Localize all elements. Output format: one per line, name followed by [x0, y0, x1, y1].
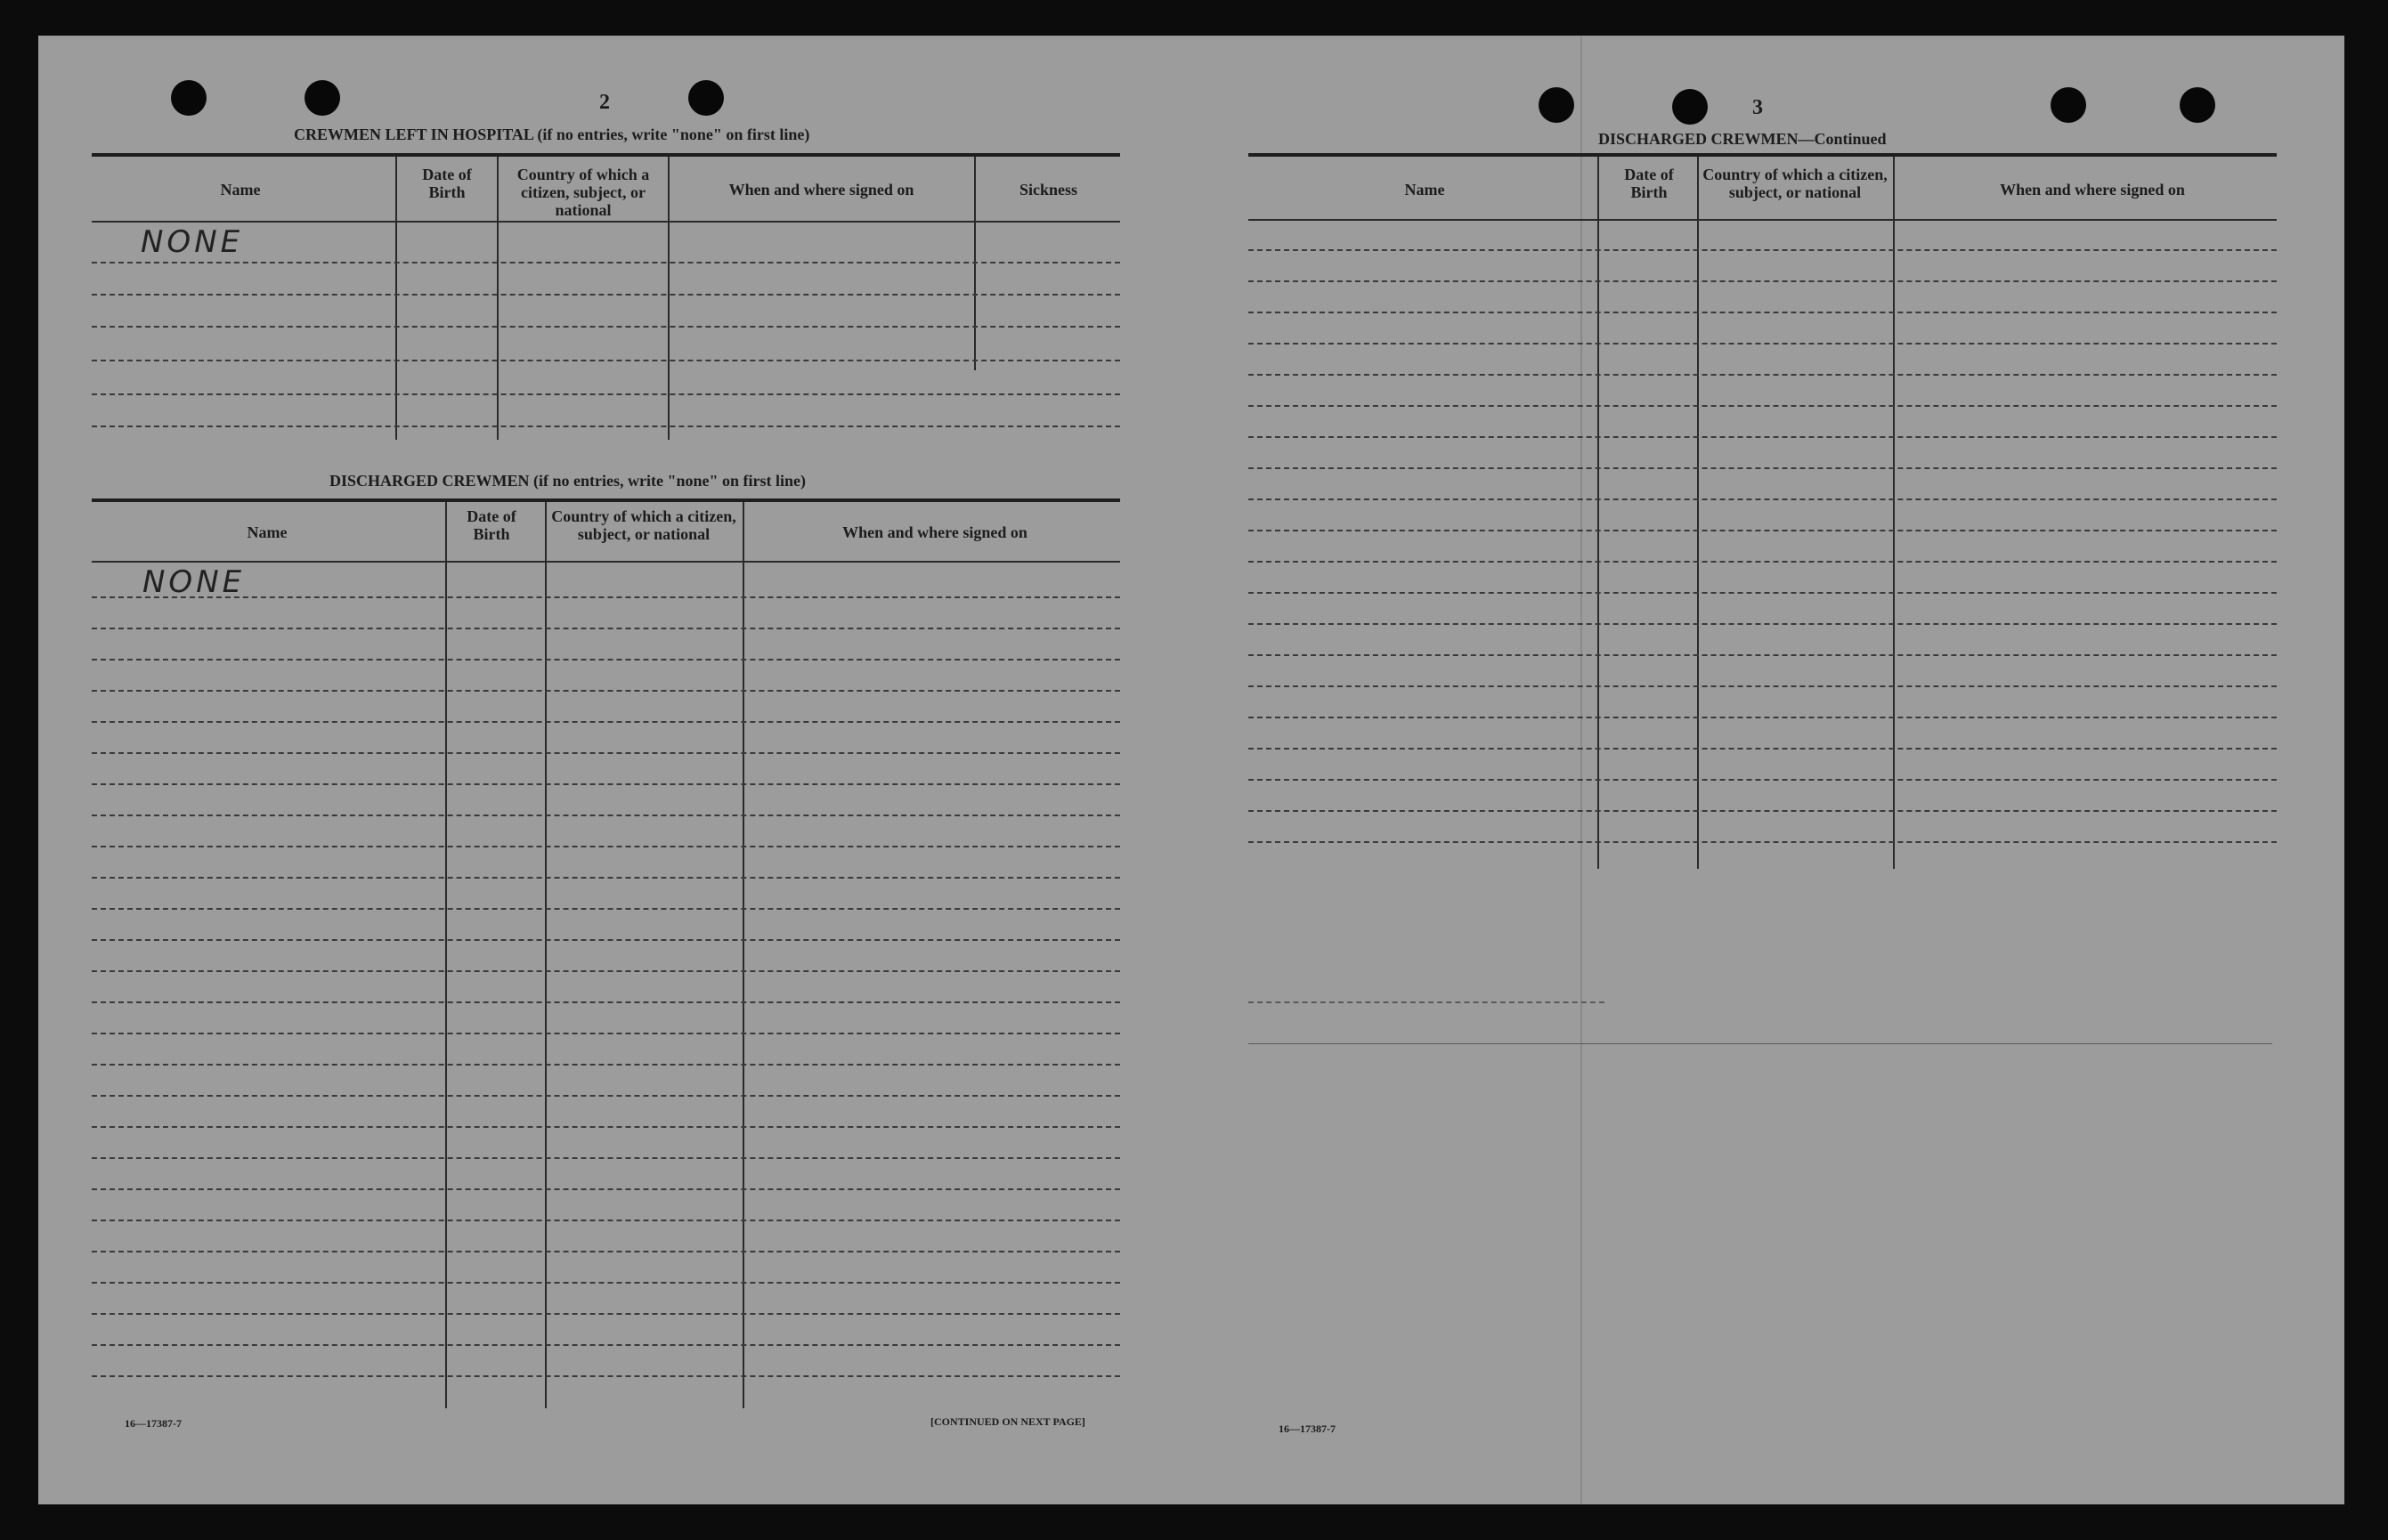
blank-row [1248, 530, 2277, 531]
column-rule [1697, 157, 1699, 869]
column-rule [445, 502, 447, 1408]
form-sheet [38, 36, 2344, 1504]
blank-row [1248, 467, 2277, 469]
blank-row [92, 690, 1120, 692]
col-header-country: Country of which a citizen, subject, or national [551, 507, 736, 543]
punch-hole [1539, 87, 1574, 123]
column-rule [497, 157, 499, 440]
blank-row [92, 1188, 1120, 1190]
blank-row [92, 596, 1120, 598]
blank-row [92, 815, 1120, 816]
blank-row [92, 1157, 1120, 1159]
discharged-entry-none: NONE [142, 564, 246, 600]
blank-row [92, 1282, 1120, 1284]
col-header-name: Name [247, 523, 288, 541]
page-number-right: 3 [1752, 96, 1763, 119]
blank-row [92, 1251, 1120, 1252]
form-number-right: 16—17387-7 [1279, 1422, 1336, 1435]
blank-row [1248, 405, 2277, 407]
blank-row [92, 360, 1120, 361]
blank-row [1248, 717, 2277, 718]
blank-row [92, 970, 1120, 972]
col-header-sickness: Sickness [1019, 181, 1078, 199]
table-rule [92, 153, 1120, 157]
blank-row [92, 846, 1120, 847]
punch-hole [171, 80, 207, 116]
blank-row [92, 1126, 1120, 1128]
column-rule [545, 502, 547, 1408]
blank-row [92, 426, 1120, 427]
blank-row [92, 939, 1120, 941]
table-rule [92, 498, 1120, 502]
blank-row [1248, 779, 2277, 781]
blank-row [92, 628, 1120, 629]
column-rule [1893, 157, 1895, 869]
table-rule [92, 561, 1120, 563]
col-header-name: Name [1404, 181, 1445, 199]
blank-row [1248, 592, 2277, 594]
col-header-date-of-birth: Date of Birth [1624, 166, 1674, 201]
column-rule [974, 157, 976, 370]
table-rule [1248, 219, 2277, 221]
blank-row [1248, 343, 2277, 344]
blank-row [92, 752, 1120, 754]
blank-row [92, 1344, 1120, 1346]
table-rule [92, 221, 1120, 223]
column-rule [743, 502, 744, 1408]
blank-row [92, 1375, 1120, 1377]
punch-hole [305, 80, 340, 116]
blank-row [92, 1033, 1120, 1034]
blank-row [92, 393, 1120, 395]
col-header-signed-on: When and where signed on [728, 181, 914, 199]
blank-row [1248, 436, 2277, 438]
punch-hole [1672, 89, 1708, 125]
col-header-date-of-birth: Date of Birth [422, 166, 472, 201]
blank-row [1248, 685, 2277, 687]
blank-row [1248, 498, 2277, 500]
blank-row [1248, 841, 2277, 843]
table-rule [1248, 153, 2277, 157]
blank-row [1248, 561, 2277, 563]
signature-line [1248, 1001, 1604, 1003]
col-header-name: Name [220, 181, 261, 199]
blank-row [92, 326, 1120, 328]
blank-row [92, 262, 1120, 263]
blank-row [92, 1313, 1120, 1315]
punch-hole [2051, 87, 2086, 123]
faint-rule [1248, 1043, 2272, 1044]
form-number-left: 16—17387-7 [125, 1417, 182, 1430]
punch-hole [2180, 87, 2215, 123]
discharged-continued-title: DISCHARGED CREWMEN—Continued [1598, 130, 1887, 148]
punch-hole [688, 80, 724, 116]
column-rule [668, 157, 670, 440]
blank-row [1248, 374, 2277, 376]
hospital-entry-none: NONE [141, 224, 244, 260]
column-rule [1597, 157, 1599, 869]
blank-row [92, 877, 1120, 879]
blank-row [92, 721, 1120, 723]
blank-row [92, 908, 1120, 910]
blank-row [92, 659, 1120, 661]
col-header-date-of-birth: Date of Birth [467, 507, 516, 543]
col-header-country: Country of which a citizen, subject, or national [1702, 166, 1888, 201]
page-fold [1580, 36, 1582, 1504]
blank-row [1248, 280, 2277, 282]
discharged-section-title: DISCHARGED CREWMEN (if no entries, write "none" on first line) [329, 472, 806, 490]
col-header-signed-on: When and where signed on [2000, 181, 2185, 199]
blank-row [1248, 623, 2277, 625]
blank-row [1248, 654, 2277, 656]
blank-row [1248, 249, 2277, 251]
continued-note: [CONTINUED ON NEXT PAGE] [930, 1415, 1085, 1428]
blank-row [1248, 312, 2277, 313]
col-header-signed-on: When and where signed on [842, 523, 1027, 541]
blank-row [1248, 810, 2277, 812]
blank-row [92, 294, 1120, 296]
blank-row [1248, 748, 2277, 750]
blank-row [92, 1001, 1120, 1003]
col-header-country: Country of which a citizen, subject, or national [516, 166, 650, 219]
blank-row [92, 1064, 1120, 1066]
column-rule [395, 157, 397, 440]
blank-row [92, 1095, 1120, 1097]
blank-row [92, 1220, 1120, 1221]
blank-row [92, 783, 1120, 785]
page-number-left: 2 [599, 91, 610, 114]
hospital-section-title: CREWMEN LEFT IN HOSPITAL (if no entries, write "none" on first line) [294, 126, 810, 143]
